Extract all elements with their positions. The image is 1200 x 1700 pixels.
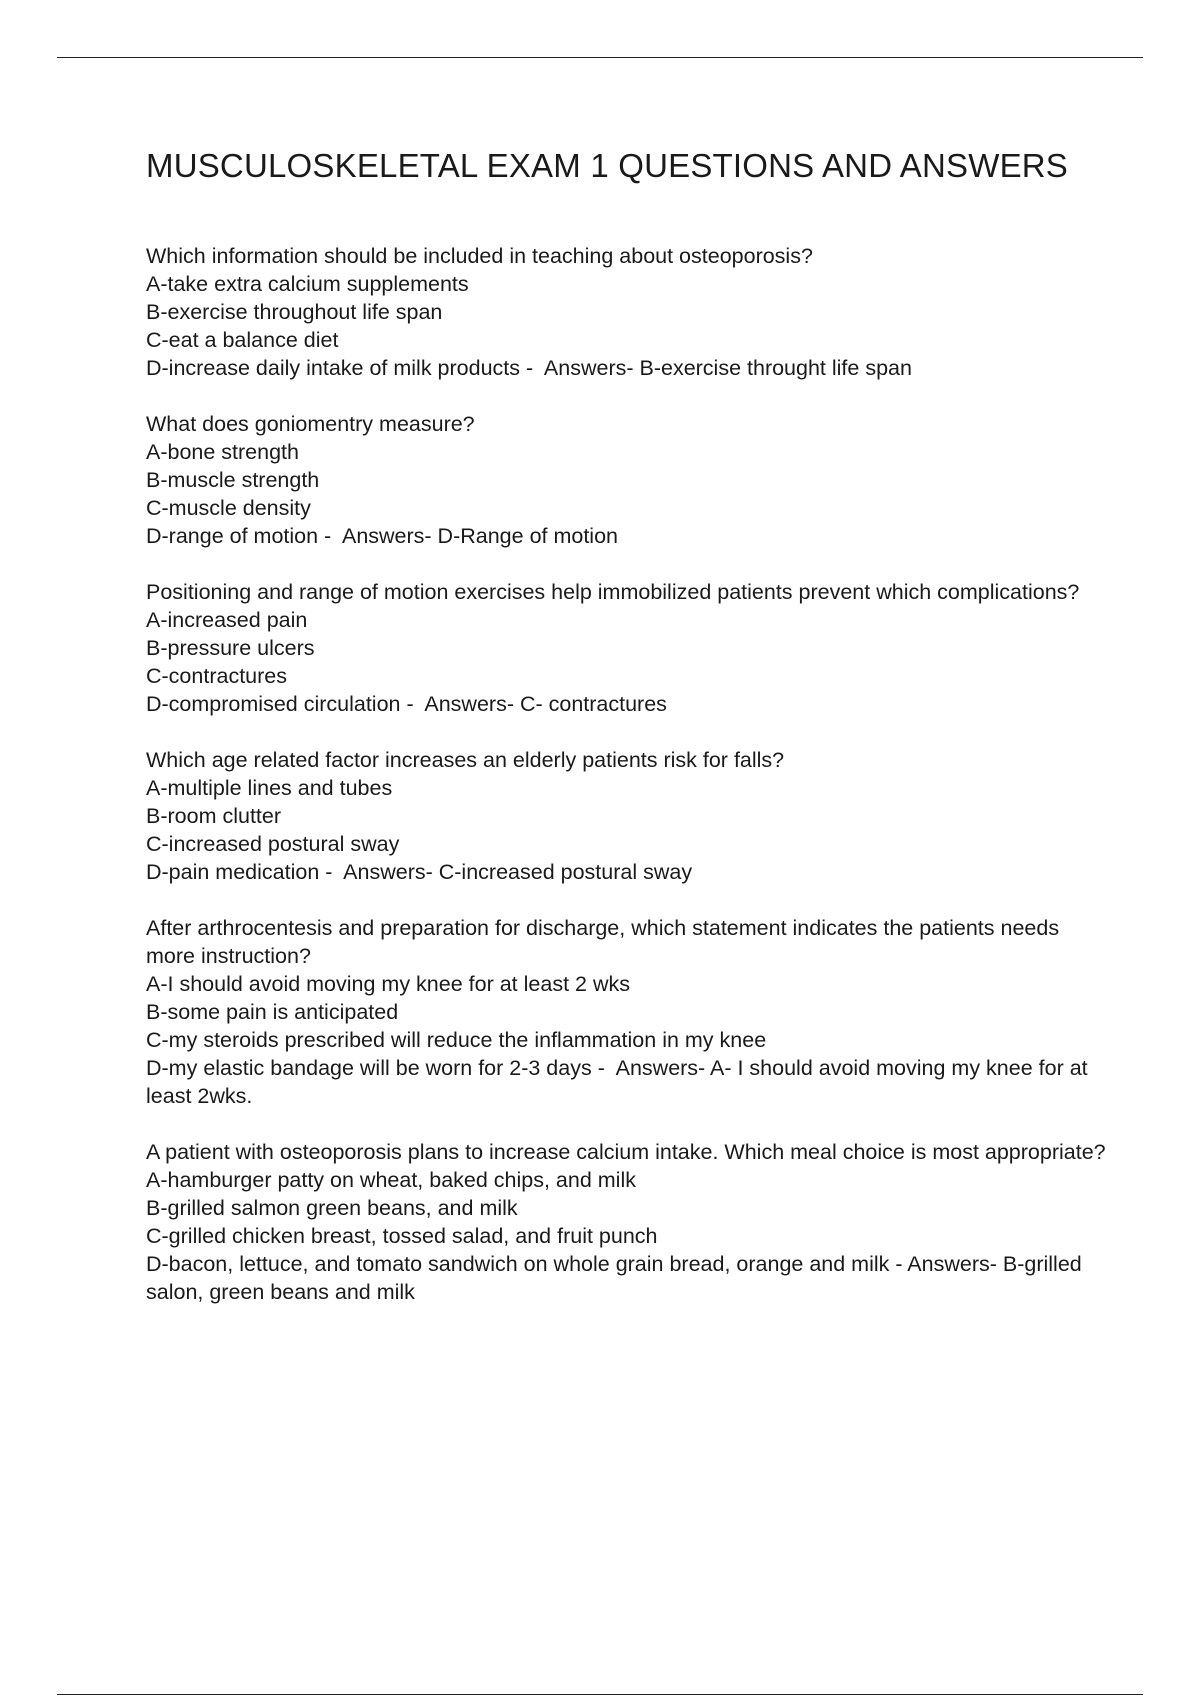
option-a: A-increased pain <box>146 608 308 632</box>
question-block-5 <box>146 914 1106 1110</box>
option-d-with-answer: D-increase daily intake of milk products - Answers- B-exercise throught life span <box>146 356 912 380</box>
option-d-with-answer: D-range of motion - Answers- D-Range of motion <box>146 524 619 548</box>
question-text: Positioning and range of motion exercises help immobilized patients prevent which complications? <box>146 580 1080 604</box>
option-c: C-eat a balance diet <box>146 328 339 352</box>
option-d-with-answer: D-pain medication - Answers- C-increased postural sway <box>146 860 693 884</box>
question-text: Which information should be included in teaching about osteoporosis? <box>146 244 813 268</box>
question-text: After arthrocentesis and preparation for discharge, which statement indicates the patients needs more instruction? <box>146 916 1060 968</box>
option-c: C-increased postural sway <box>146 832 400 856</box>
option-b: B-muscle strength <box>146 468 320 492</box>
question-block-2 <box>146 410 1106 550</box>
option-c: C-grilled chicken breast, tossed salad, and fruit punch <box>146 1224 658 1248</box>
option-a: A-multiple lines and tubes <box>146 776 393 800</box>
top-rule <box>57 57 1143 58</box>
question-block-4 <box>146 746 1106 886</box>
question-block-6 <box>146 1138 1106 1306</box>
option-a: A-I should avoid moving my knee for at least 2 wks <box>146 972 630 996</box>
option-a: A-hamburger patty on wheat, baked chips, and milk <box>146 1168 636 1192</box>
option-c: C-muscle density <box>146 496 311 520</box>
option-b: B-grilled salmon green beans, and milk <box>146 1196 518 1220</box>
option-b: B-exercise throughout life span <box>146 300 443 324</box>
document-body <box>146 145 1106 1334</box>
question-text: A patient with osteoporosis plans to increase calcium intake. Which meal choice is most appropriate? <box>146 1140 1106 1164</box>
option-d-with-answer: D-compromised circulation - Answers- C- contractures <box>146 692 667 716</box>
option-a: A-bone strength <box>146 440 299 464</box>
option-c: C-my steroids prescribed will reduce the inflammation in my knee <box>146 1028 767 1052</box>
document-title: MUSCULOSKELETAL EXAM 1 QUESTIONS AND ANSWERS <box>146 147 1069 184</box>
question-text: Which age related factor increases an elderly patients risk for falls? <box>146 748 785 772</box>
option-c: C-contractures <box>146 664 287 688</box>
option-b: B-some pain is anticipated <box>146 1000 399 1024</box>
option-a: A-take extra calcium supplements <box>146 272 469 296</box>
question-block-1 <box>146 242 1106 382</box>
option-b: B-room clutter <box>146 804 282 828</box>
option-d-with-answer: D-bacon, lettuce, and tomato sandwich on whole grain bread, orange and milk - Answers- B-grilled salon, green beans and milk <box>146 1252 1088 1304</box>
bottom-rule <box>57 1694 1143 1695</box>
question-block-3 <box>146 578 1106 718</box>
option-b: B-pressure ulcers <box>146 636 315 660</box>
question-text: What does goniomentry measure? <box>146 412 475 436</box>
option-d-with-answer: D-my elastic bandage will be worn for 2-3 days - Answers- A- I should avoid moving my knee for at least 2wks. <box>146 1056 1094 1108</box>
